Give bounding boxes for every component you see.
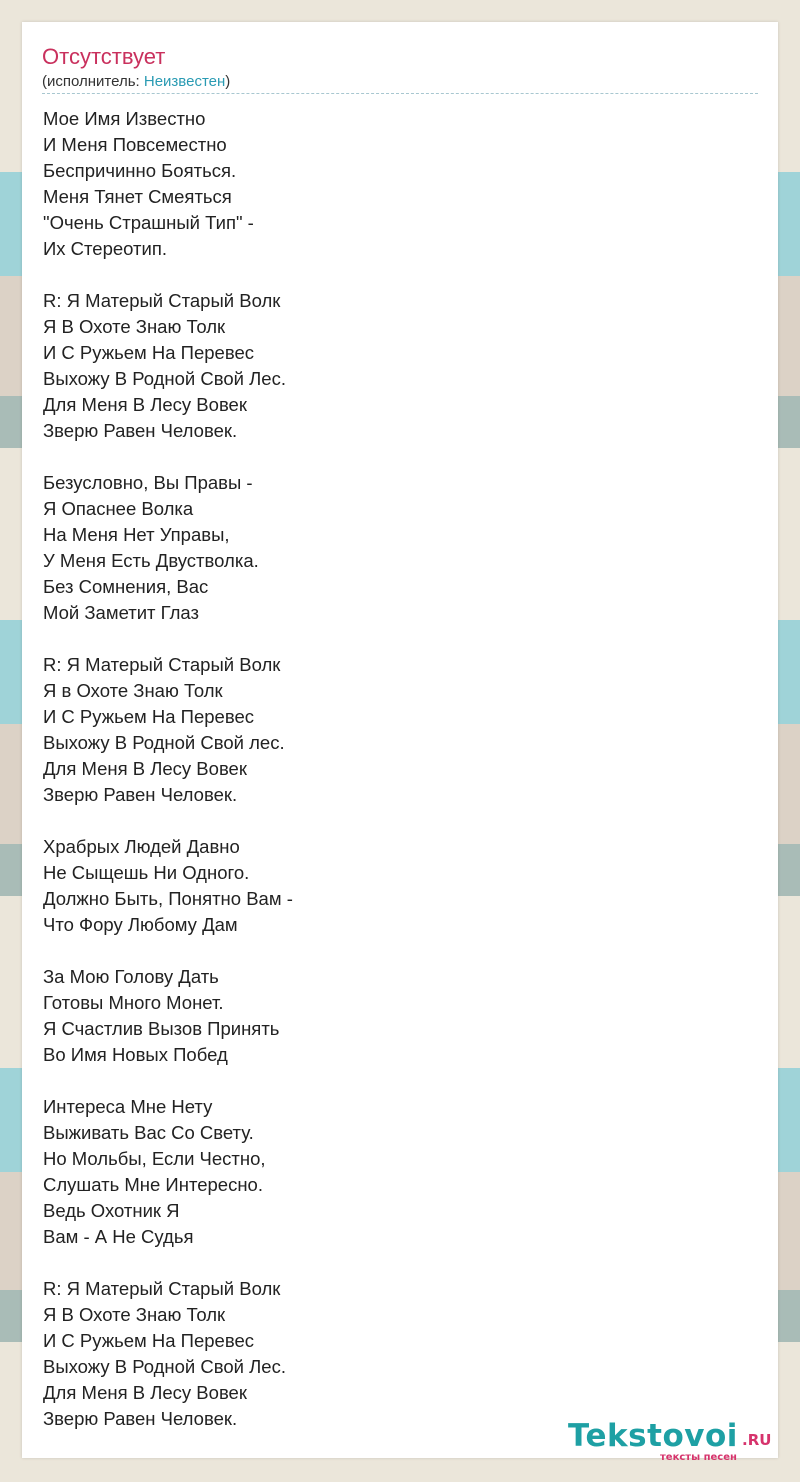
lyrics-line: Без Сомнения, Вас [43,576,209,597]
lyrics-text [43,106,743,1432]
lyrics-line: Я в Охоте Знаю Толк [43,680,223,701]
lyrics-line: Зверю Равен Человек. [43,420,238,441]
logo-tagline: тексты песен [660,1452,737,1463]
lyrics-line: На Меня Нет Управы, [43,524,230,545]
artist-link[interactable]: Неизвестен [143,73,226,90]
lyrics-line: Меня Тянет Смеяться [43,186,232,207]
lyrics-line: И Меня Повсеместно [43,134,227,155]
lyrics-line: И С Ружьем На Перевес [43,706,255,727]
lyrics-stanza [43,288,743,444]
lyrics-line: Что Фору Любому Дам [43,914,238,935]
lyrics-stanza [43,106,743,262]
song-title: Отсутствует [42,44,166,69]
lyrics-line: Их Стереотип. [43,238,168,259]
lyrics-line: Храбрых Людей Давно [43,836,240,857]
lyrics-line: Безусловно, Вы Правы - [43,472,253,493]
lyrics-line: Слушать Мне Интересно. [43,1174,263,1195]
lyrics-line: "Очень Страшный Тип" - [43,212,254,233]
lyrics-line: R: Я Матерый Старый Волк [43,290,281,311]
lyrics-line: Вам - А Не Судья [43,1226,194,1247]
lyrics-stanza [43,470,743,626]
lyrics-stanza [43,834,743,938]
lyrics-line: И С Ружьем На Перевес [43,342,255,363]
lyrics-line: Не Сыщешь Ни Одного. [43,862,250,883]
lyrics-line: Мой Заметит Глаз [43,602,199,623]
lyrics-line: Я Счастлив Вызов Принять [43,1018,280,1039]
artist-suffix: ) [225,73,231,90]
logo-name: Tekstovoi [568,1418,738,1454]
lyrics-line: Интереса Мне Нету [43,1096,213,1117]
lyrics-line: Должно Быть, Понятно Вам - [43,888,293,909]
lyrics-line: Мое Имя Известно [43,108,206,129]
lyrics-stanza [43,1276,743,1432]
lyrics-line: Я В Охоте Знаю Толк [43,1304,226,1325]
lyrics-stanza [43,1094,743,1250]
lyrics-line: Зверю Равен Человек. [43,1408,238,1429]
lyrics-line: Я Опаснее Волка [43,498,194,519]
lyrics-line: Но Мольбы, Если Честно, [43,1148,266,1169]
lyrics-line: Для Меня В Лесу Вовек [43,758,247,779]
site-logo[interactable] [568,1418,778,1468]
lyrics-line: Готовы Много Монет. [43,992,224,1013]
logo-tld: .RU [742,1431,772,1449]
artist-line [42,73,230,91]
lyrics-line: За Мою Голову Дать [43,966,219,987]
lyrics-line: И С Ружьем На Перевес [43,1330,255,1351]
lyrics-line: Выживать Вас Со Свету. [43,1122,254,1143]
title-divider [42,93,758,94]
lyrics-card [22,22,778,1463]
lyrics-line: R: Я Матерый Старый Волк [43,654,281,675]
lyrics-line: Выхожу В Родной Свой лес. [43,732,285,753]
lyrics-line: Выхожу В Родной Свой Лес. [43,368,286,389]
lyrics-line: Я В Охоте Знаю Толк [43,316,226,337]
lyrics-line: R: Я Матерый Старый Волк [43,1278,281,1299]
lyrics-line: Беспричинно Бояться. [43,160,237,181]
lyrics-line: У Меня Есть Двустволка. [43,550,259,571]
lyrics-line: Выхожу В Родной Свой Лес. [43,1356,286,1377]
lyrics-line: Для Меня В Лесу Вовек [43,394,247,415]
artist-prefix: (исполнитель: [42,73,144,90]
lyrics-line: Для Меня В Лесу Вовек [43,1382,247,1403]
lyrics-line: Зверю Равен Человек. [43,784,238,805]
lyrics-stanza [43,964,743,1068]
lyrics-line: Во Имя Новых Побед [43,1044,228,1065]
lyrics-line: Ведь Охотник Я [43,1200,180,1221]
lyrics-stanza [43,652,743,808]
